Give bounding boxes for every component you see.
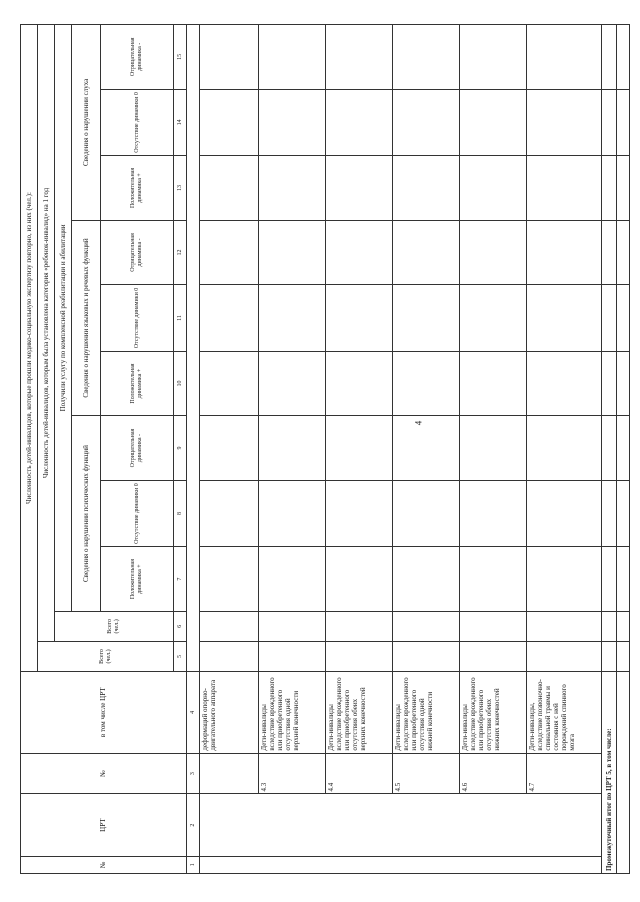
cell-row-num: 4.5 bbox=[393, 753, 460, 794]
group-speech-header: Сведения о нарушении языковых и речевых функций bbox=[72, 220, 101, 416]
label-positive: Положительная динамика + bbox=[101, 156, 174, 220]
col-no2-header: № bbox=[21, 753, 187, 794]
col-number: 5 bbox=[174, 641, 187, 671]
table-row bbox=[460, 25, 527, 874]
col-number: 4 bbox=[187, 671, 200, 753]
page-number: 4 bbox=[413, 420, 424, 426]
col-number: 2 bbox=[187, 794, 200, 856]
cell-row-text: Дети-инвалиды, вследствие позвоночно-спинальной травмы и состояния с ней порождений спинного мозга bbox=[527, 671, 602, 753]
col-number: 11 bbox=[174, 285, 187, 352]
received-service-header: Получили услугу по комплексной реабилитации и абилитации bbox=[55, 25, 72, 612]
total-row-label: Промежуточный итог по ЦРТ 5, в том числе: bbox=[602, 671, 617, 873]
category-1yr-header: Численность детей-инвалидов, которым была установлена категория «ребенок-инвалид» на 1 год bbox=[38, 25, 55, 642]
cell-row-num: 4.6 bbox=[460, 753, 527, 794]
passed-mse-header: Численность детей-инвалидов, которые прошли медико-социальную экспертизу повторно, из них (чел.): bbox=[21, 25, 38, 672]
label-none: Отсутствие динамики 0 bbox=[101, 89, 174, 156]
label-negative: Отрицательная динамика - bbox=[101, 416, 174, 480]
cell-row-num: 4.4 bbox=[326, 753, 393, 794]
report-table-container bbox=[20, 24, 613, 874]
col-total-header: Всего (чел.) bbox=[38, 641, 174, 671]
table-row bbox=[617, 25, 630, 874]
table-row bbox=[259, 25, 326, 874]
cell-no bbox=[200, 856, 602, 873]
number-row-spacer bbox=[187, 25, 200, 672]
table-row bbox=[527, 25, 602, 874]
cell-row-num: 4.3 bbox=[259, 753, 326, 794]
group-mental-header: Сведения о нарушении психических функций bbox=[72, 416, 101, 612]
label-positive: Положительная динамика + bbox=[101, 351, 174, 415]
cell-crt bbox=[200, 794, 602, 856]
report-table bbox=[20, 24, 630, 874]
col-number: 7 bbox=[174, 547, 187, 611]
col-among-crt-header: в том числе ЦРТ bbox=[21, 671, 187, 753]
cell-row-num bbox=[200, 753, 259, 794]
cell-row-text: Дети-инвалиды вследствие врожденного или приобретенного отсутствия одной нижней конечности bbox=[393, 671, 460, 753]
col-number: 8 bbox=[174, 480, 187, 547]
col-number: 12 bbox=[174, 220, 187, 284]
col-number: 1 bbox=[187, 856, 200, 873]
label-negative: Отрицательная динамика - bbox=[101, 25, 174, 90]
label-negative: Отрицательная динамика - bbox=[101, 220, 174, 284]
table-row bbox=[393, 25, 460, 874]
cell-row-text: Дети-инвалиды вследствие врожденного или приобретенного отсутствия одной верхней конечности bbox=[259, 671, 326, 753]
col-number: 14 bbox=[174, 89, 187, 156]
group-hearing-header: Сведения о нарушении слуха bbox=[72, 25, 101, 221]
cell-row-text: Дети-инвалиды вследствие врожденного или приобретенного отсутствия обеих верхних конечностей bbox=[326, 671, 393, 753]
rotated-page bbox=[20, 24, 613, 874]
col-number: 13 bbox=[174, 156, 187, 220]
table-row bbox=[200, 25, 259, 874]
col-number: 15 bbox=[174, 25, 187, 90]
cell-row-num: 4.7 bbox=[527, 753, 602, 794]
label-positive: Положительная динамика + bbox=[101, 547, 174, 611]
col-no-header: № bbox=[21, 856, 187, 873]
cell-row-text: деформаций опорно-двигательного аппарата bbox=[200, 671, 259, 753]
total-row bbox=[602, 25, 617, 874]
label-none: Отсутствие динамики 0 bbox=[101, 285, 174, 352]
col-total2-header: Всего (чел.) bbox=[55, 611, 174, 641]
col-crt-header: ЦРТ bbox=[21, 794, 187, 856]
col-number: 9 bbox=[174, 416, 187, 480]
col-number: 6 bbox=[174, 611, 187, 641]
col-number: 3 bbox=[187, 753, 200, 794]
col-number: 10 bbox=[174, 351, 187, 415]
label-none: Отсутствие динамики 0 bbox=[101, 480, 174, 547]
table-row bbox=[326, 25, 393, 874]
cell-row-text: Дети-инвалиды вследствие врожденного или приобретенного отсутствия обеих нижних конечностей bbox=[460, 671, 527, 753]
